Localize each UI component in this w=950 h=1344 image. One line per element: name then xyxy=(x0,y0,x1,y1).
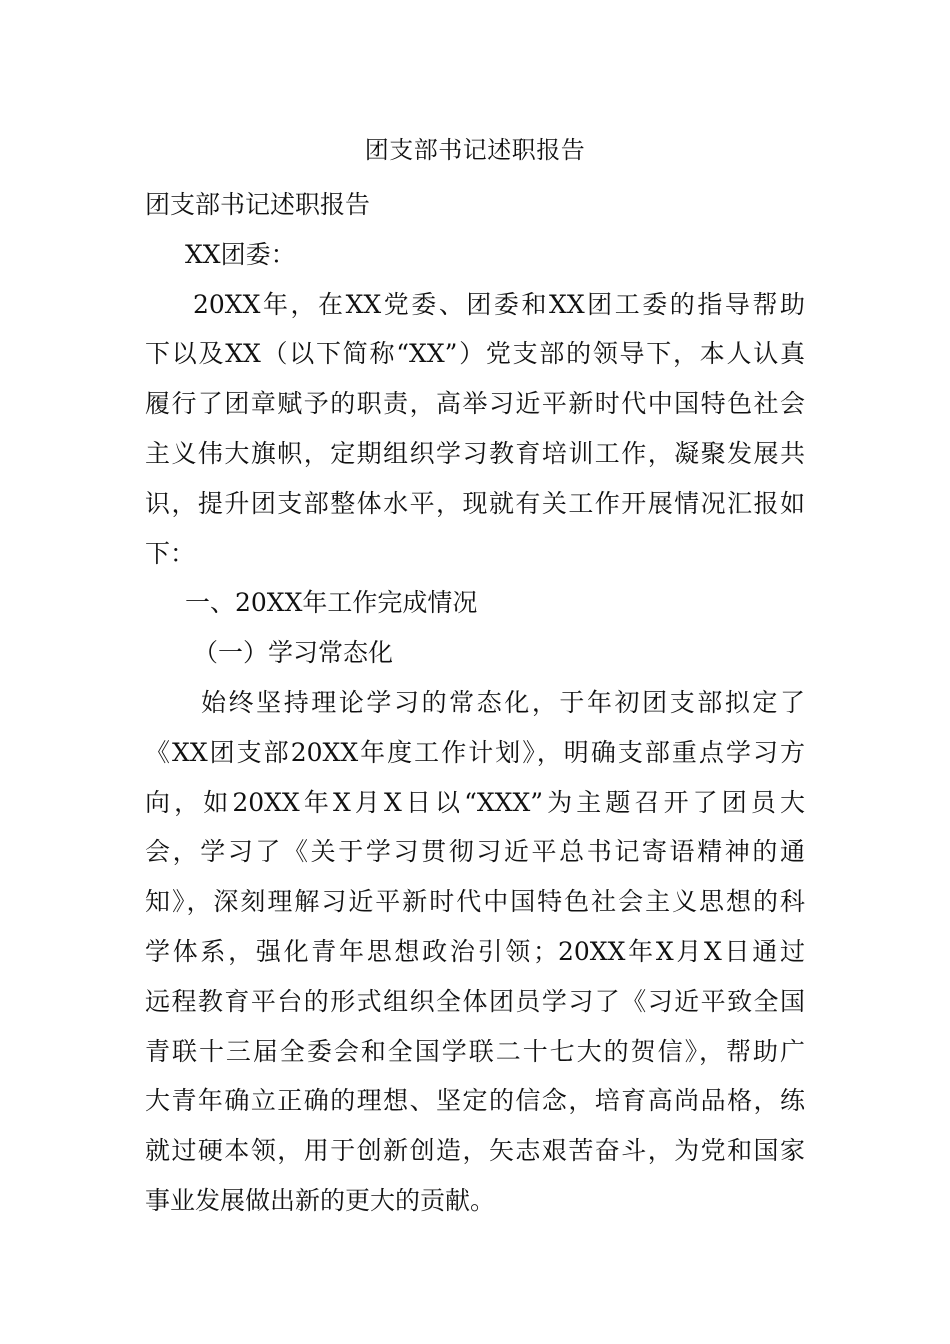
paragraph-line: 青联十三届全委会和全国学联二十七大的贺信》，帮助广 xyxy=(145,1036,805,1066)
paragraph-line: 20XX年，在XX党委、团委和XX团工委的指导帮助 xyxy=(193,289,805,319)
paragraph-line: 大青年确立正确的理想、坚定的信念，培育高尚品格，练 xyxy=(145,1086,805,1116)
paragraph-line: 事业发展做出新的更大的贡献。 xyxy=(145,1185,496,1215)
paragraph-line: 履行了团章赋予的职责，高举习近平新时代中国特色社会 xyxy=(145,389,805,419)
paragraph-line: 《XX团支部20XX年度工作计划》，明确支部重点学习方 xyxy=(145,737,805,767)
paragraph-line: 会，学习了《关于学习贯彻习近平总书记寄语精神的通 xyxy=(145,837,805,867)
paragraph-line: 始终坚持理论学习的常态化，于年初团支部拟定了 xyxy=(201,687,805,717)
paragraph-line: 识，提升团支部整体水平，现就有关工作开展情况汇报如 xyxy=(145,488,805,518)
paragraph-line: 下以及XX（以下简称“XX”）党支部的领导下，本人认真 xyxy=(145,339,805,369)
salutation: XX团委： xyxy=(185,239,296,269)
paragraph-line: 学体系，强化青年思想政治引领；20XX年X月X日通过 xyxy=(145,936,805,966)
section-heading: 一、20XX年工作完成情况 xyxy=(185,588,478,618)
document-body xyxy=(145,180,805,1226)
paragraph-line: 下： xyxy=(145,538,196,568)
subsection-heading: （一）学习常态化 xyxy=(193,638,394,668)
paragraph-line: 向，如20XX年X月X日以“XXX”为主题召开了团员大 xyxy=(145,787,805,817)
document-title: 团支部书记述职报告 xyxy=(364,136,586,164)
paragraph-line: 主义伟大旗帜，定期组织学习教育培训工作，凝聚发展共 xyxy=(145,438,805,468)
paragraph-line: 知》，深刻理解习近平新时代中国特色社会主义思想的科 xyxy=(145,887,805,917)
report-subtitle: 团支部书记述职报告 xyxy=(145,190,371,219)
paragraph-line: 远程教育平台的形式组织全体团员学习了《习近平致全国 xyxy=(145,986,805,1016)
paragraph-line: 就过硬本领，用于创新创造，矢志艰苦奋斗，为党和国家 xyxy=(145,1136,805,1166)
